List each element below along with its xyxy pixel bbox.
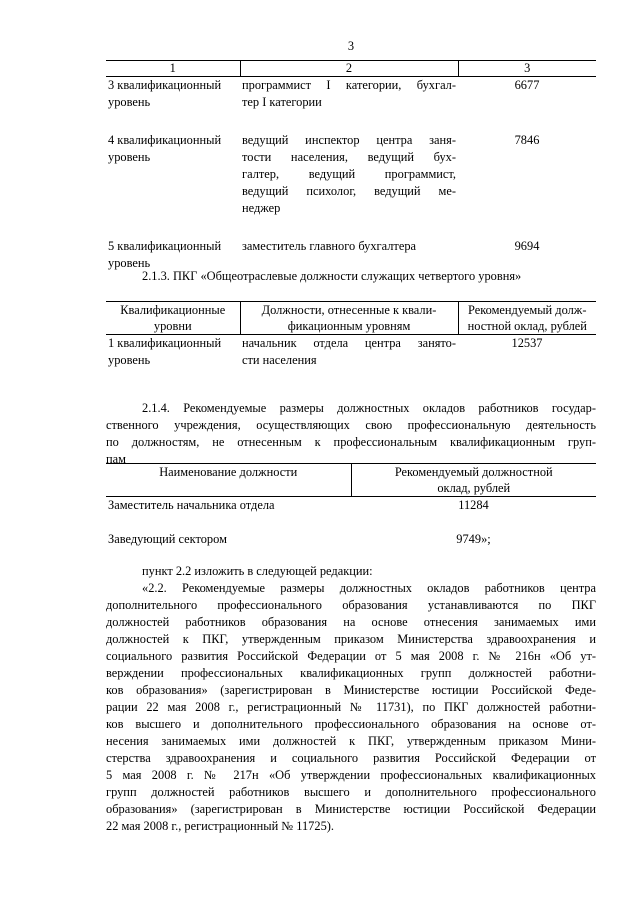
paragraph-line: образования» (зарегистрирован в Министерстве юстиции Российской Федерации — [106, 802, 596, 816]
paragraph-line: пам — [106, 452, 126, 466]
paragraph-line: по должностям, не отнесенным к профессиональным квалификационным груп- — [106, 435, 596, 449]
page-number: 3 — [347, 39, 355, 53]
column-header: Должности, отнесенные к квали- — [261, 303, 437, 317]
table-row — [106, 497, 596, 515]
paragraph-line: верждении профессиональных квалификационных групп должностей работни- — [106, 666, 596, 680]
position-cell: галтер, ведущий программист, — [242, 167, 456, 181]
salary-cell: 9749»; — [456, 532, 491, 546]
salary-cell: 12537 — [511, 336, 543, 350]
paragraph-line: дополнительного профессионального образования устанавливаются по ПКГ — [106, 598, 596, 612]
paragraph-line: ственного учреждения, осуществляющих свою профессиональную деятельность — [106, 418, 596, 432]
table-fourth-level-positions — [106, 301, 596, 369]
clause-intro: пункт 2.2 изложить в следующей редакции: — [142, 564, 373, 578]
position-cell: тер I категории — [242, 95, 322, 109]
paragraph-line: должностей к ПКГ, утвержденным приказом Министерства здравоохранения и — [106, 632, 596, 646]
level-cell: уровень — [108, 95, 151, 109]
paragraph-line: несения занимаемых ими должностей к ПКГ, утвержденным приказом Мини- — [106, 734, 596, 748]
position-cell: программист I категории, бухгал- — [242, 78, 456, 92]
paragraph-line: должностей работников образования на основе отнесения занимаемых ими — [106, 615, 596, 629]
column-header: 2 — [240, 61, 458, 77]
level-cell: уровень — [108, 150, 151, 164]
position-name-cell: Заместитель начальника отдела — [108, 498, 275, 512]
column-header: 3 — [458, 61, 596, 77]
paragraph-line: ков высшего и дополнительного профессионального образования на основе от- — [106, 717, 596, 731]
table-header-row — [106, 464, 596, 497]
position-cell: тости населения, ведущий бух- — [242, 150, 456, 164]
position-cell: ведущий психолог, ведущий ме- — [242, 184, 456, 198]
salary-cell: 11284 — [458, 498, 489, 512]
table-row — [106, 111, 596, 217]
paragraph-line: 5 мая 2008 г. № 217н «Об утверждении профессиональных квалификационных — [106, 768, 596, 782]
section-heading-2-1-3: 2.1.3. ПКГ «Общеотраслевые должности служащих четвертого уровня» — [142, 269, 522, 283]
position-cell: ведущий инспектор центра заня- — [242, 133, 456, 147]
position-cell: неджер — [242, 201, 281, 215]
level-cell: 5 квалификационный — [108, 239, 222, 253]
table-salaries-level3-5 — [106, 60, 596, 272]
clause-2-2-text — [106, 580, 596, 835]
column-header: Квалификационные — [120, 303, 226, 317]
table-row — [106, 77, 596, 112]
column-header: ностной оклад, рублей — [467, 319, 587, 333]
column-header: уровни — [153, 319, 192, 333]
position-name-cell: Заведующий сектором — [108, 532, 227, 546]
column-header: Рекомендуемый должностной — [394, 465, 553, 479]
column-header: оклад, рублей — [437, 481, 511, 495]
paragraph-line: групп должностей работников высшего и дополнительного профессионального — [106, 785, 596, 799]
salary-cell: 6677 — [514, 78, 540, 92]
paragraph-line: «2.2. Рекомендуемые размеры должностных окладов работников центра — [142, 581, 596, 595]
column-header: 1 — [106, 61, 240, 77]
paragraph-line: ков образования» (зарегистрирован в Министерстве юстиции Российской Феде- — [106, 683, 596, 697]
table-header-row — [106, 61, 596, 77]
paragraph-line: рации 22 мая 2008 г., регистрационный № 11731), по ПКГ должностей работни- — [106, 700, 596, 714]
salary-cell: 7846 — [514, 133, 540, 147]
column-header: Рекомендуемый долж- — [468, 303, 587, 317]
table-header-row — [106, 302, 596, 335]
position-cell: заместитель главного бухгалтера — [242, 239, 417, 253]
table-row — [106, 514, 596, 548]
level-cell: 3 квалификационный — [108, 78, 222, 92]
column-header: Наименование должности — [159, 465, 298, 479]
table-row — [106, 217, 596, 272]
column-header: фикационным уровням — [287, 319, 411, 333]
paragraph-line: социального развития Российской Федерации от 5 мая 2008 г. № 216н «Об ут- — [106, 649, 596, 663]
paragraph-line: 22 мая 2008 г., регистрационный № 11725). — [106, 819, 334, 833]
paragraph-line: стерства здравоохранения и социального развития Российской Федерации от — [106, 751, 596, 765]
position-cell: начальник отдела центра занято- — [242, 336, 456, 350]
level-cell: уровень — [108, 256, 151, 270]
position-cell: сти населения — [242, 353, 317, 367]
salary-cell: 9694 — [514, 239, 540, 253]
level-cell: 1 квалификационный — [108, 336, 222, 350]
table-row — [106, 335, 596, 370]
table-other-positions — [106, 463, 596, 548]
level-cell: 4 квалификационный — [108, 133, 222, 147]
paragraph-line: 2.1.4. Рекомендуемые размеры должностных окладов работников государ- — [142, 401, 596, 415]
section-paragraph-2-1-4 — [106, 400, 596, 468]
level-cell: уровень — [108, 353, 151, 367]
